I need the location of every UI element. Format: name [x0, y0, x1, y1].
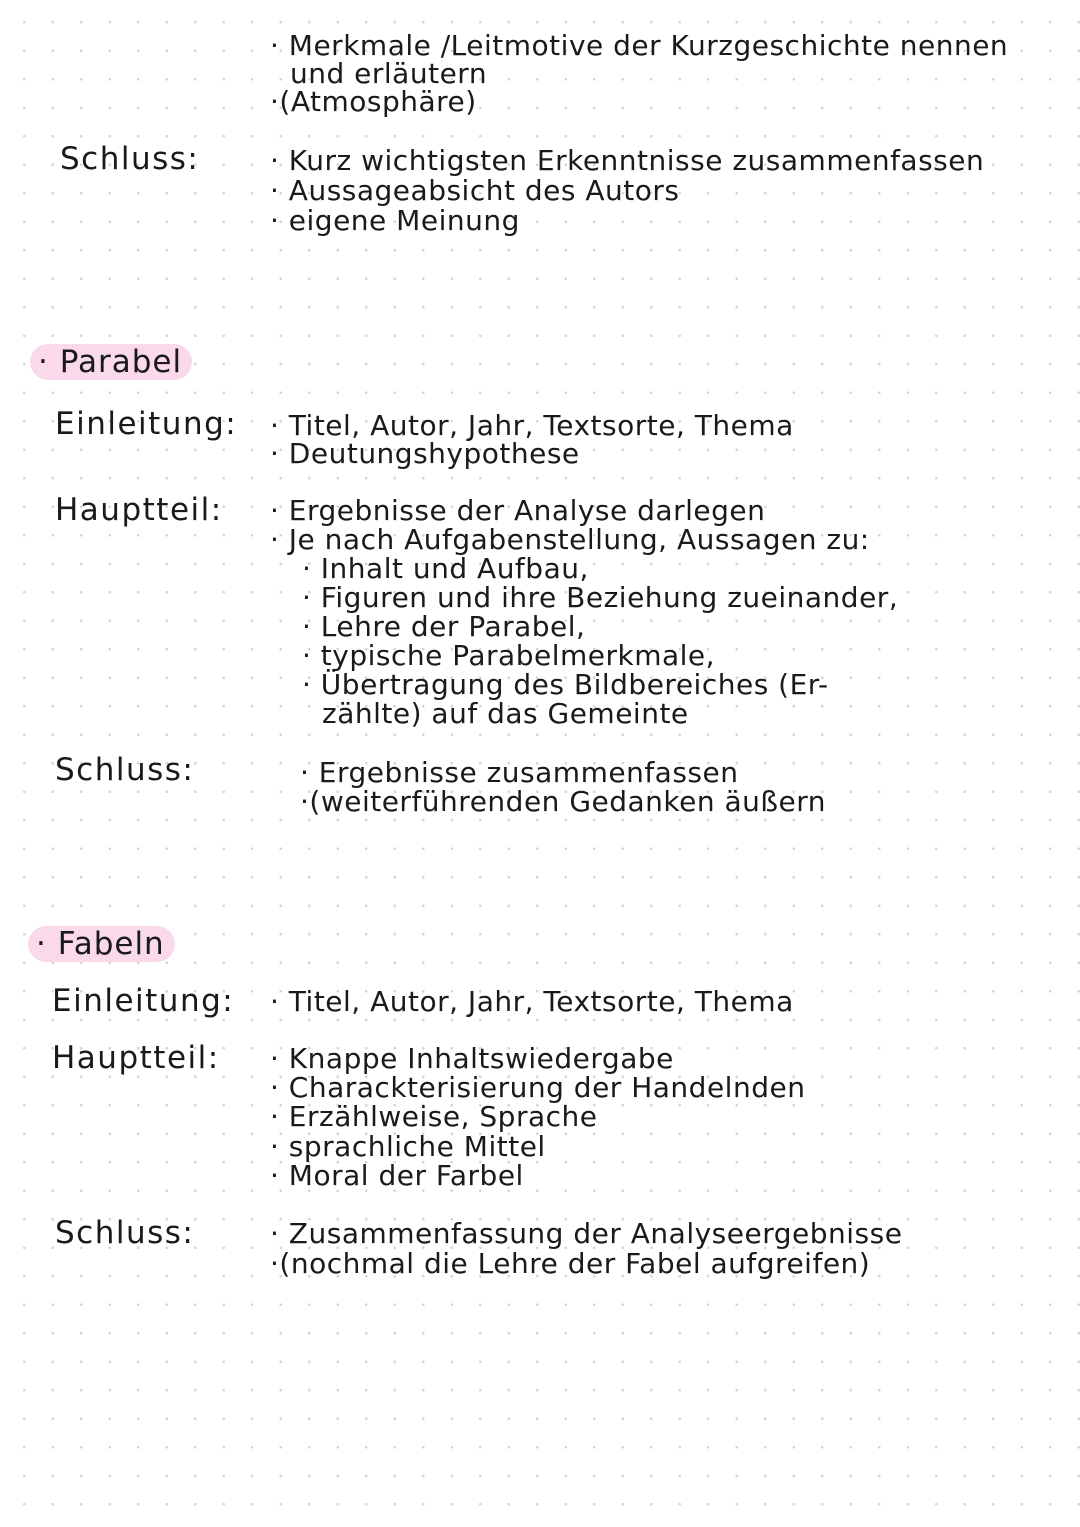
heading-parabel: · Parabel: [30, 344, 192, 380]
section-label-schluss: Schluss:: [60, 141, 200, 177]
list-item: · Moral der Farbel: [270, 1159, 524, 1192]
list-item: · Knappe Inhaltswiedergabe: [270, 1042, 674, 1075]
intro-line: · Merkmale /Leitmotive der Kurzgeschichte nennen: [270, 29, 1009, 62]
list-item: · Titel, Autor, Jahr, Textsorte, Thema: [270, 409, 794, 442]
sub-item: · Figuren und ihre Beziehung zueinander,: [302, 581, 899, 614]
list-item: · Erzählweise, Sprache: [270, 1100, 598, 1133]
section-label-hauptteil: Hauptteil:: [55, 492, 223, 528]
section-label-schluss: Schluss:: [55, 752, 195, 788]
sub-item: · Übertragung des Bildbereiches (Er-: [302, 668, 829, 701]
list-item: · Deutungshypothese: [270, 437, 580, 470]
section-label-schluss: Schluss:: [55, 1215, 195, 1251]
section-label-einleitung: Einleitung:: [55, 406, 238, 442]
sub-item: · typische Parabelmerkmale,: [302, 639, 716, 672]
list-item: · Ergebnisse zusammenfassen: [300, 756, 739, 789]
list-item: · Titel, Autor, Jahr, Textsorte, Thema: [270, 985, 794, 1018]
sub-item: · Inhalt und Aufbau,: [302, 552, 589, 585]
heading-fabeln: · Fabeln: [28, 926, 175, 962]
intro-line: ·(Atmosphäre): [270, 85, 477, 118]
list-item: ·(weiterführenden Gedanken äußern: [300, 785, 827, 818]
list-item: · Aussageabsicht des Autors: [270, 174, 680, 207]
list-item: ·(nochmal die Lehre der Fabel aufgreifen): [270, 1247, 871, 1280]
list-item: · sprachliche Mittel: [270, 1130, 546, 1163]
intro-line: und erläutern: [290, 57, 488, 90]
list-item: · Je nach Aufgabenstellung, Aussagen zu:: [270, 523, 870, 556]
list-item: · Kurz wichtigsten Erkenntnisse zusammenfassen: [270, 144, 985, 177]
sub-item: · Lehre der Parabel,: [302, 610, 586, 643]
list-item: · Zusammenfassung der Analyseergebnisse: [270, 1217, 903, 1250]
list-item: · Charackterisierung der Handelnden: [270, 1071, 806, 1104]
list-item: · Ergebnisse der Analyse darlegen: [270, 494, 766, 527]
section-label-hauptteil: Hauptteil:: [52, 1040, 220, 1076]
sub-item: zählte) auf das Gemeinte: [322, 697, 689, 730]
list-item: · eigene Meinung: [270, 204, 520, 237]
section-label-einleitung: Einleitung:: [52, 983, 235, 1019]
